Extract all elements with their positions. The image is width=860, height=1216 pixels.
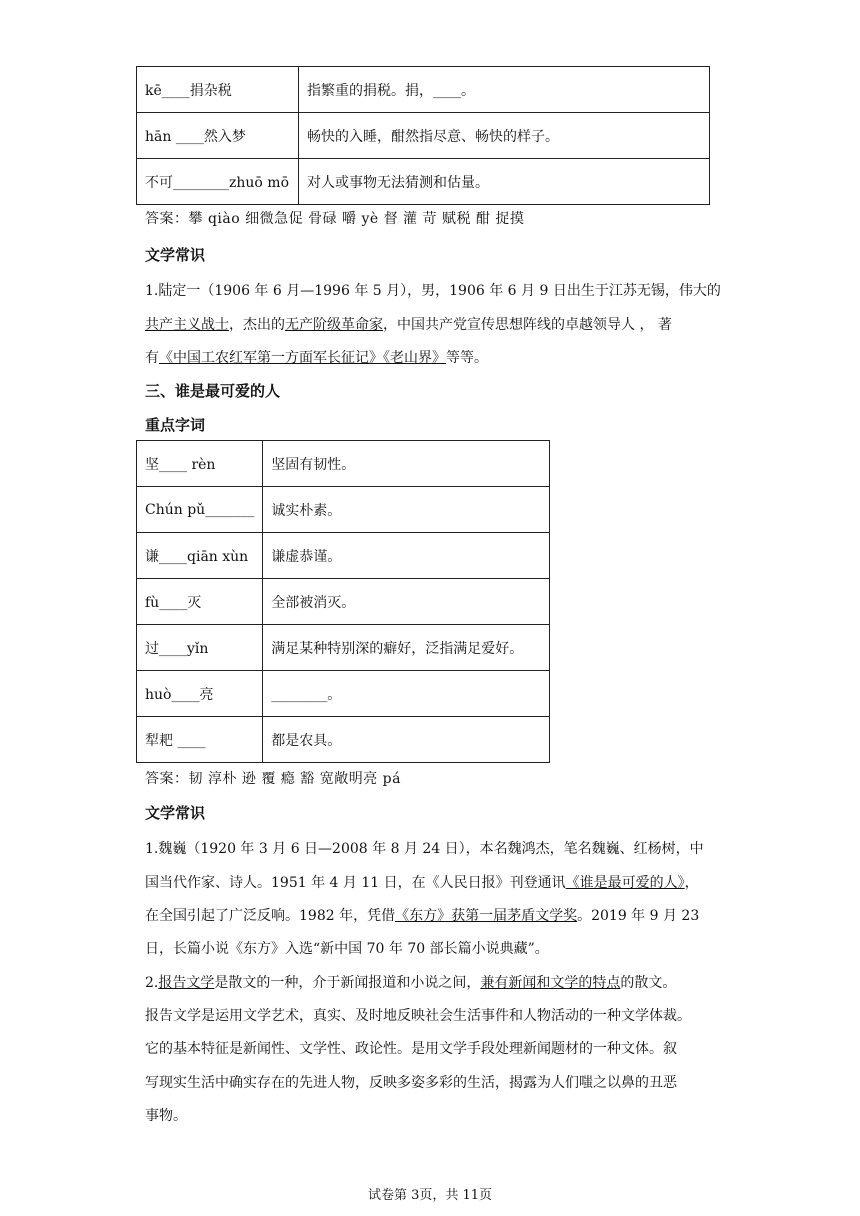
- table-row: [137, 717, 550, 763]
- answer-line-2: 答案：韧 淳朴 逊 覆 瘾 豁 宽敞明亮 pá: [145, 771, 401, 787]
- lit2-line-5: [145, 972, 676, 992]
- lit2-line-6: 报告文学是运用文学艺术，真实、及时地反映社会生活事件和人物活动的一种文学体裁。: [145, 1008, 691, 1024]
- table-row: [137, 113, 710, 159]
- word-cell: 谦____qiān xùn: [137, 533, 263, 579]
- table-row: [137, 625, 550, 671]
- text-span: ，中国共产党宣传思想阵线的卓越领导人 ， 著: [383, 317, 672, 333]
- word-cell: fù____灭: [137, 579, 263, 625]
- meaning-cell: ________。: [263, 671, 550, 717]
- underlined-text: 报告文学: [158, 975, 215, 991]
- word-cell: Chún pǔ_______: [137, 487, 263, 533]
- word-cell: 过____yǐn: [137, 625, 263, 671]
- vocab-table-1: [136, 66, 710, 205]
- text-span: 。2019 年 9 月 23: [577, 908, 700, 924]
- meaning-cell: 对人或事物无法猜测和估量。: [299, 159, 710, 205]
- table-row: [137, 579, 550, 625]
- word-cell: 不可________zhuō mō: [137, 159, 299, 205]
- text-span: 2.: [145, 975, 159, 991]
- literature-heading-2: 文学常识: [145, 804, 206, 822]
- lit2-line-7: 它的基本特征是新闻性、文学性、政论性。是用文学手段处理新闻题材的一种文体。叙: [145, 1041, 677, 1057]
- meaning-cell: 指繁重的捐税。捐，____。: [299, 67, 710, 113]
- text-span: 的散文。: [620, 975, 677, 991]
- table-row: [137, 67, 710, 113]
- lit1-line-2: [145, 314, 672, 334]
- lit2-line-9: 事物。: [145, 1108, 187, 1124]
- meaning-cell: 都是农具。: [263, 717, 550, 763]
- meaning-cell: 全部被消灭。: [263, 579, 550, 625]
- text-span: 在全国引起了广泛反响。1982 年，凭借: [145, 908, 396, 924]
- section-subtitle: 重点字词: [145, 416, 206, 434]
- lit2-line-8: 写现实生活中确实存在的先进人物，反映多姿多彩的生活，揭露为人们嗤之以鼻的丑恶: [145, 1075, 677, 1091]
- literature-heading-1: 文学常识: [145, 246, 206, 264]
- meaning-cell: 满足某种特别深的癖好，泛指满足爱好。: [263, 625, 550, 671]
- underlined-text: 兼有新闻和文学的特点: [480, 975, 621, 991]
- table-row: [137, 533, 550, 579]
- text-span: 等等。: [446, 350, 488, 366]
- vocab-table-2: [136, 440, 550, 763]
- lit2-line-2: [145, 872, 699, 892]
- underlined-text: 共产主义战士: [145, 317, 229, 333]
- word-cell: kē____捐杂税: [137, 67, 299, 113]
- table-row: [137, 441, 550, 487]
- lit2-line-3: [145, 905, 699, 925]
- text-span: 国当代作家、诗人。1951 年 4 月 11 日，在《人民日报》刊登通讯: [145, 875, 566, 891]
- section-title: 三、谁是最可爱的人: [145, 382, 281, 400]
- lit2-line-1: 1.魏巍（1920 年 3 月 6 日—2008 年 8 月 24 日），本名魏鸿杰，笔名魏巍、红杨树，中: [145, 841, 704, 857]
- text-span: 有: [145, 350, 159, 366]
- meaning-cell: 畅快的入睡，酣然指尽意、畅快的样子。: [299, 113, 710, 159]
- table-row: [137, 159, 710, 205]
- table-row: [137, 671, 550, 717]
- lit2-line-4: 日，长篇小说《东方》入选“新中国 70 年 70 部长篇小说典藏”。: [145, 941, 549, 957]
- word-cell: 坚____ rèn: [137, 441, 263, 487]
- word-cell: 犁耙 ____: [137, 717, 263, 763]
- word-cell: huò____亮: [137, 671, 263, 717]
- meaning-cell: 坚固有韧性。: [263, 441, 550, 487]
- underlined-text: 无产阶级革命家: [285, 317, 383, 333]
- underlined-text: 《中国工农红军第一方面军长征记》《老山界》: [159, 350, 446, 366]
- meaning-cell: 诚实朴素。: [263, 487, 550, 533]
- word-cell: hān ____然入梦: [137, 113, 299, 159]
- table-row: [137, 487, 550, 533]
- lit1-line-3: [145, 347, 488, 367]
- lit1-line-1: 1.陆定一（1906 年 6 月—1996 年 5 月），男，1906 年 6 月 9 日出生于江苏无锡，伟大的: [145, 283, 721, 299]
- text-span: ，: [684, 875, 699, 891]
- text-span: ，杰出的: [229, 317, 285, 333]
- underlined-text: 《谁是最可爱的人》: [565, 875, 685, 891]
- page-footer: 试卷第 3页，共 11页: [367, 1188, 493, 1203]
- text-span: 是散文的一种，介于新闻报道和小说之间，: [214, 975, 481, 991]
- meaning-cell: 谦虚恭谨。: [263, 533, 550, 579]
- underlined-text: 《东方》获第一届茅盾文学奖: [395, 908, 578, 924]
- answer-line-1: 答案：攀 qiào 细微急促 骨碌 嚼 yè 督 灌 苛 赋税 酣 捉摸: [145, 211, 525, 227]
